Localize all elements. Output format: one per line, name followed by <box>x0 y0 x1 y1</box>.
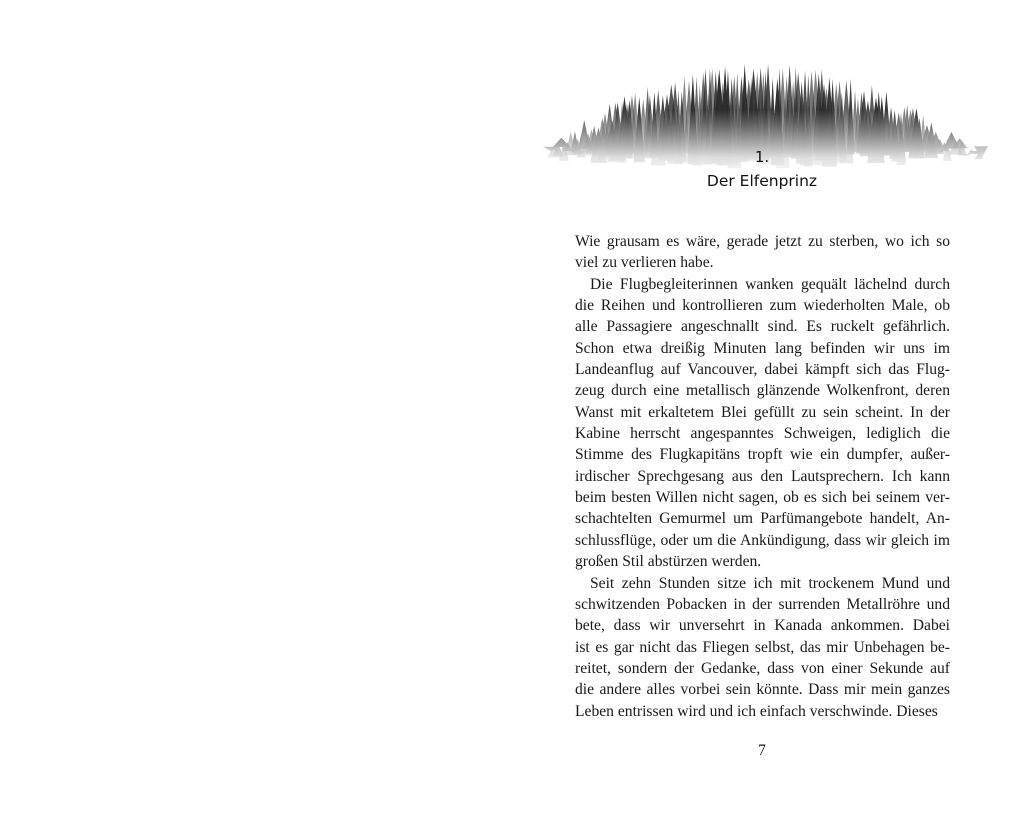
text-line: alle Passagiere angeschnallt sind. Es ruckelt gefährlich. <box>575 318 950 336</box>
text-line: Schon etwa dreißig Minuten lang befinden wir uns im <box>575 339 950 357</box>
text-line: reitet, sondern der Gedanke, dass von einer Sekunde auf <box>575 659 950 677</box>
text-line: zeug durch eine metallisch glänzende Wolkenfront, deren <box>575 382 950 400</box>
text-line: Landeanflug auf Vancouver, dabei kämpft sich das Flug- <box>575 361 950 379</box>
text-line: schwitzenden Pobacken in der surrenden Metallröhre und <box>575 595 950 613</box>
text-line: Seit zehn Stunden sitze ich mit trockenem Mund und <box>590 574 950 592</box>
text-line: die Reihen und kontrollieren zum wiederholten Male, ob <box>575 297 950 315</box>
forest-illustration <box>540 50 990 190</box>
text-line: Kabine herrscht angespanntes Schweigen, lediglich die <box>575 425 950 443</box>
text-line: Stimme des Flugkapitäns tropft wie ein dumpfer, außer- <box>575 446 950 464</box>
text-line: viel zu verlieren habe. <box>575 254 714 272</box>
text-line: Leben entrissen wird und ich einfach verschwinde. Dieses <box>575 702 938 720</box>
chapter-title: Der Elfenprinz <box>706 172 818 190</box>
text-line: schachtelten Gemurmel um Parfümangebote handelt, An- <box>575 510 950 528</box>
text-line: Wanst mit erkaltetem Blei gefüllt zu sein scheint. In der <box>575 403 950 421</box>
text-line: schlussflüge, oder um die Ankündigung, dass wir gleich im <box>575 531 950 549</box>
text-line: beim besten Willen nicht sagen, ob es sich bei seinem ver- <box>575 489 950 507</box>
text-line: bete, dass wir unversehrt in Kanada ankommen. Dabei <box>575 617 950 635</box>
text-line: Wie grausam es wäre, gerade jetzt zu sterben, wo ich so <box>575 233 950 250</box>
text-line: irdischer Sprechgesang aus den Lautsprechern. Ich kann <box>575 467 950 485</box>
text-line: Die Flugbegleiterinnen wanken gequält lächelnd durch <box>590 275 950 293</box>
text-line: die andere alles vorbei sein könnte. Dass mir mein ganzes <box>575 681 950 699</box>
body-text <box>575 231 950 722</box>
chapter-number: 1. <box>754 148 770 166</box>
text-line: ist es gar nicht das Fliegen selbst, das mir Unbehagen be- <box>575 638 950 656</box>
text-line: großen Stil abstürzen werden. <box>575 553 762 571</box>
page-number: 7 <box>758 742 766 759</box>
